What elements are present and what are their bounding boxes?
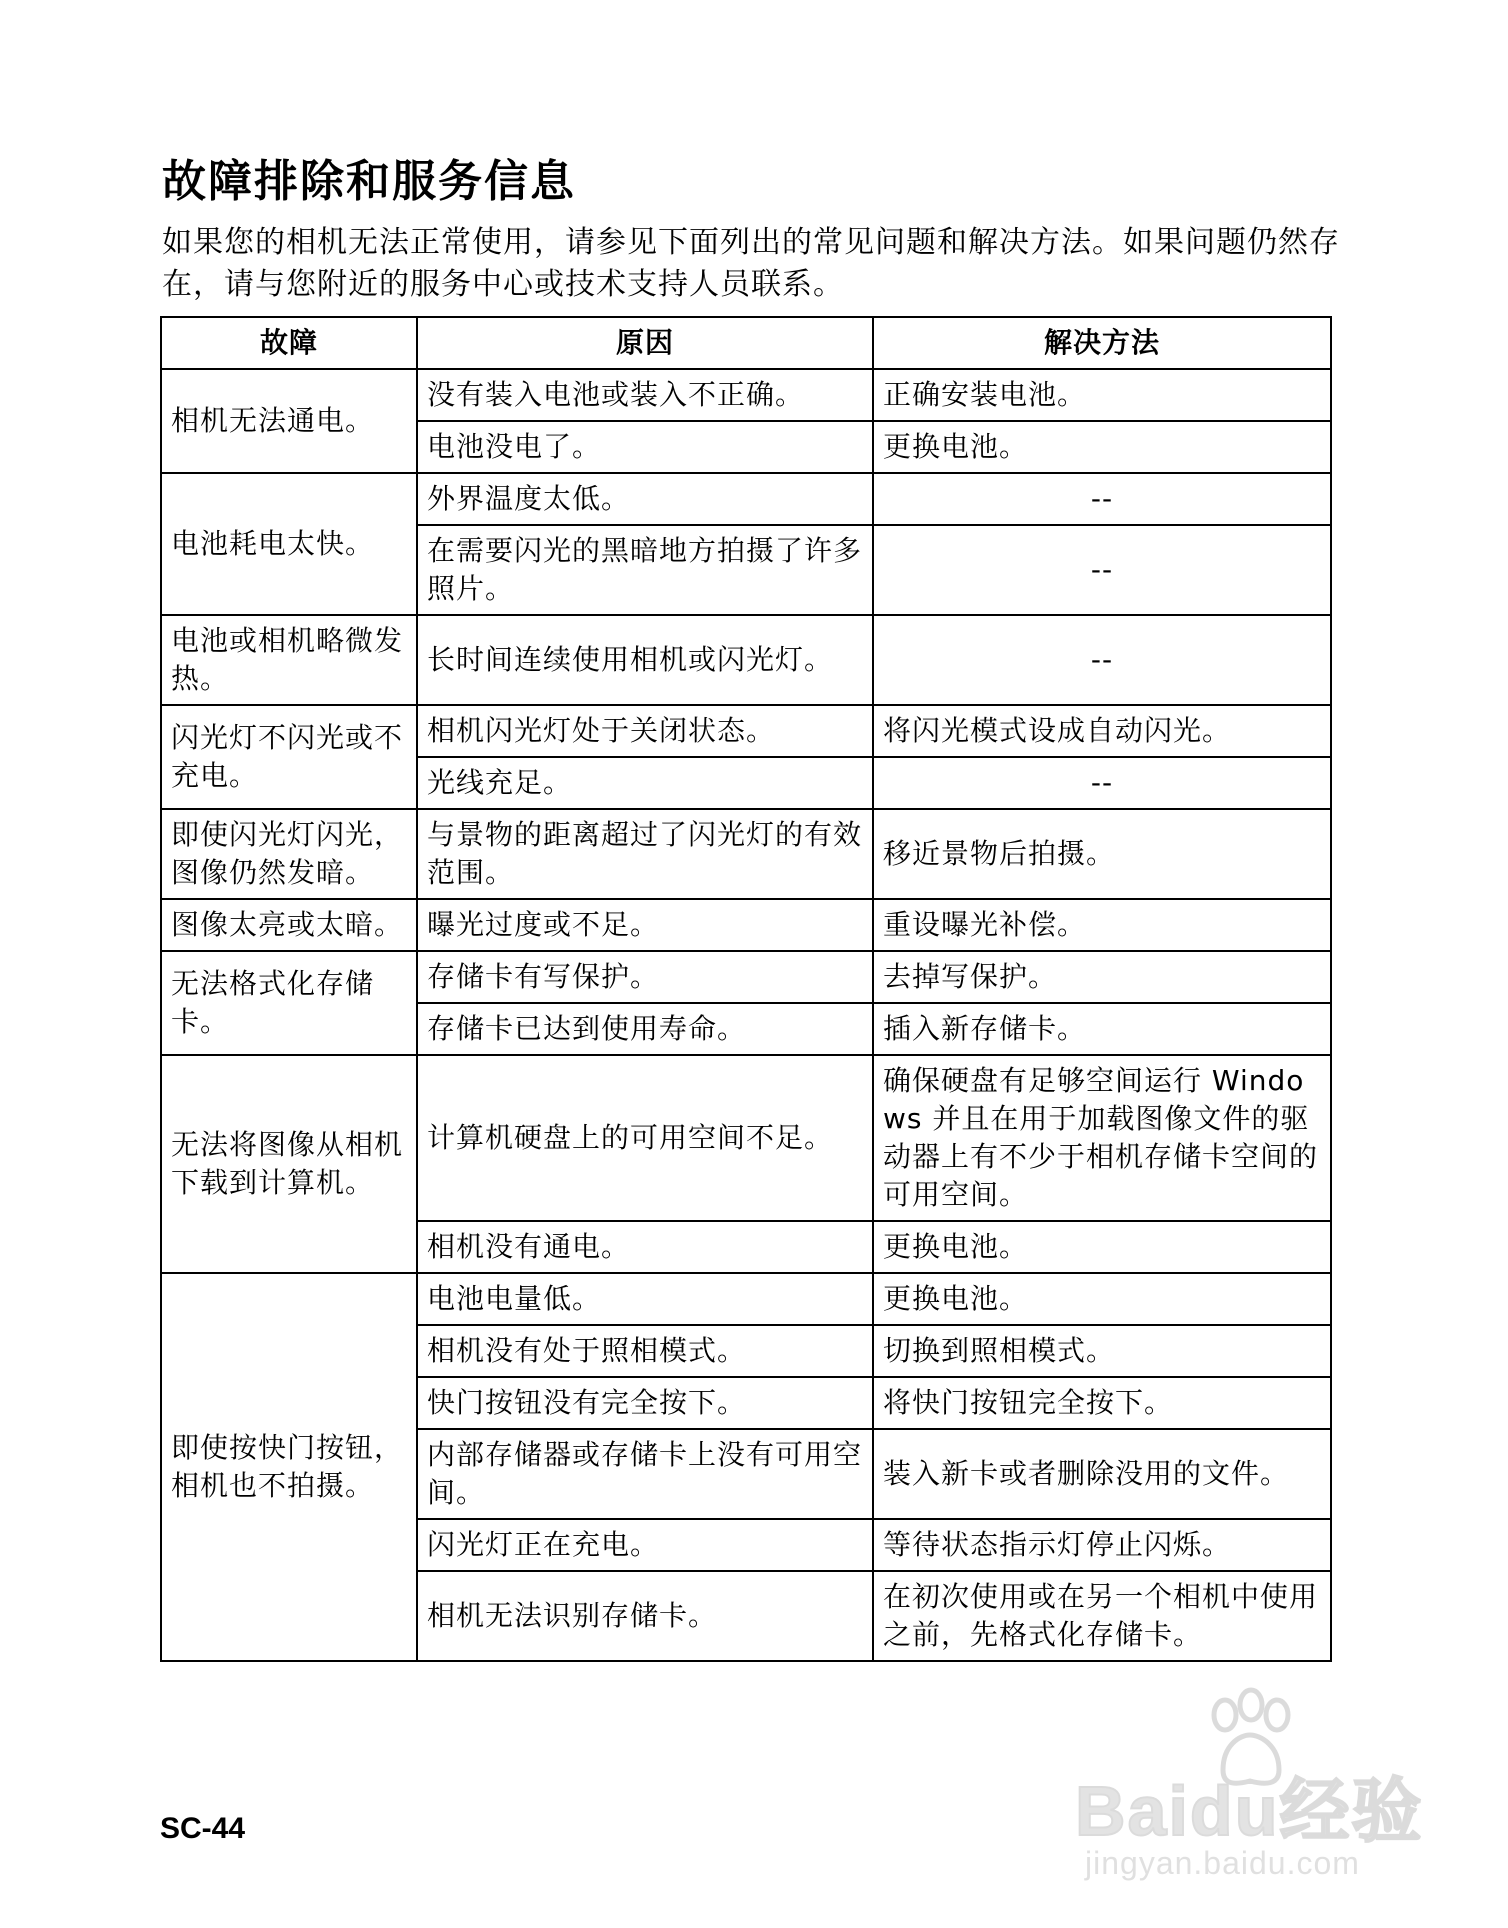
solution-cell: 切换到照相模式。 — [873, 1325, 1331, 1377]
cause-cell: 存储卡已达到使用寿命。 — [417, 1003, 873, 1055]
solution-cell: 更换电池。 — [873, 1273, 1331, 1325]
solution-cell: 重设曝光补偿。 — [873, 899, 1331, 951]
solution-cell: 装入新卡或者删除没用的文件。 — [873, 1429, 1331, 1519]
solution-cell: -- — [873, 473, 1331, 525]
watermark-url: jingyan.baidu.com — [1085, 1845, 1360, 1881]
header-solution: 解决方法 — [873, 317, 1331, 369]
problem-cell: 即使闪光灯闪光，图像仍然发暗。 — [161, 809, 417, 899]
solution-cell: 插入新存储卡。 — [873, 1003, 1331, 1055]
page-number: SC-44 — [160, 1812, 246, 1845]
solution-cell: 将快门按钮完全按下。 — [873, 1377, 1331, 1429]
table-row — [161, 809, 1331, 899]
cause-cell: 没有装入电池或装入不正确。 — [417, 369, 873, 421]
cause-cell: 与景物的距离超过了闪光灯的有效范围。 — [417, 809, 873, 899]
cause-cell: 计算机硬盘上的可用空间不足。 — [417, 1055, 873, 1221]
solution-cell: -- — [873, 757, 1331, 809]
table-row — [161, 473, 1331, 525]
cause-cell: 相机没有通电。 — [417, 1221, 873, 1273]
cause-cell: 闪光灯正在充电。 — [417, 1519, 873, 1571]
cause-cell: 光线充足。 — [417, 757, 873, 809]
header-problem: 故障 — [161, 317, 417, 369]
problem-cell: 电池或相机略微发热。 — [161, 615, 417, 705]
baidu-watermark — [1055, 1685, 1455, 1885]
problem-cell: 电池耗电太快。 — [161, 473, 417, 615]
table-row — [161, 1055, 1331, 1221]
solution-cell: 确保硬盘有足够空间运行 Windows 并且在用于加载图像文件的驱动器上有不少于相机存储卡空间的可用空间。 — [873, 1055, 1331, 1221]
problem-cell: 闪光灯不闪光或不充电。 — [161, 705, 417, 809]
problem-cell: 即使按快门按钮，相机也不拍摄。 — [161, 1273, 417, 1661]
intro-paragraph: 如果您的相机无法正常使用，请参见下面列出的常见问题和解决方法。如果问题仍然存在，请与您附近的服务中心或技术支持人员联系。 — [162, 225, 1340, 302]
cause-cell: 电池电量低。 — [417, 1273, 873, 1325]
solution-cell: 在初次使用或在另一个相机中使用之前，先格式化存储卡。 — [873, 1571, 1331, 1661]
table-row — [161, 369, 1331, 421]
table-header-row — [161, 317, 1331, 369]
solution-cell: 去掉写保护。 — [873, 951, 1331, 1003]
solution-cell: 等待状态指示灯停止闪烁。 — [873, 1519, 1331, 1571]
solution-cell: 将闪光模式设成自动闪光。 — [873, 705, 1331, 757]
cause-cell: 在需要闪光的黑暗地方拍摄了许多照片。 — [417, 525, 873, 615]
cause-cell: 相机无法识别存储卡。 — [417, 1571, 873, 1661]
problem-cell: 相机无法通电。 — [161, 369, 417, 473]
table-row — [161, 705, 1331, 757]
solution-cell: 移近景物后拍摄。 — [873, 809, 1331, 899]
cause-cell: 长时间连续使用相机或闪光灯。 — [417, 615, 873, 705]
problem-cell: 无法格式化存储卡。 — [161, 951, 417, 1055]
table-row — [161, 899, 1331, 951]
cause-cell: 外界温度太低。 — [417, 473, 873, 525]
cause-cell: 快门按钮没有完全按下。 — [417, 1377, 873, 1429]
problem-cell: 图像太亮或太暗。 — [161, 899, 417, 951]
table-row — [161, 615, 1331, 705]
cause-cell: 内部存储器或存储卡上没有可用空间。 — [417, 1429, 873, 1519]
cause-cell: 相机没有处于照相模式。 — [417, 1325, 873, 1377]
solution-cell: 更换电池。 — [873, 1221, 1331, 1273]
solution-cell: 正确安装电池。 — [873, 369, 1331, 421]
watermark-logo-text: Baidu经验 — [1075, 1772, 1424, 1850]
cause-cell: 电池没电了。 — [417, 421, 873, 473]
table-row — [161, 1273, 1331, 1325]
cause-cell: 相机闪光灯处于关闭状态。 — [417, 705, 873, 757]
header-cause: 原因 — [417, 317, 873, 369]
troubleshooting-table — [160, 316, 1332, 1662]
table-row — [161, 951, 1331, 1003]
cause-cell: 曝光过度或不足。 — [417, 899, 873, 951]
cause-cell: 存储卡有写保护。 — [417, 951, 873, 1003]
solution-cell: -- — [873, 525, 1331, 615]
solution-cell: 更换电池。 — [873, 421, 1331, 473]
problem-cell: 无法将图像从相机下载到计算机。 — [161, 1055, 417, 1273]
page-title: 故障排除和服务信息 — [162, 156, 576, 207]
solution-cell: -- — [873, 615, 1331, 705]
